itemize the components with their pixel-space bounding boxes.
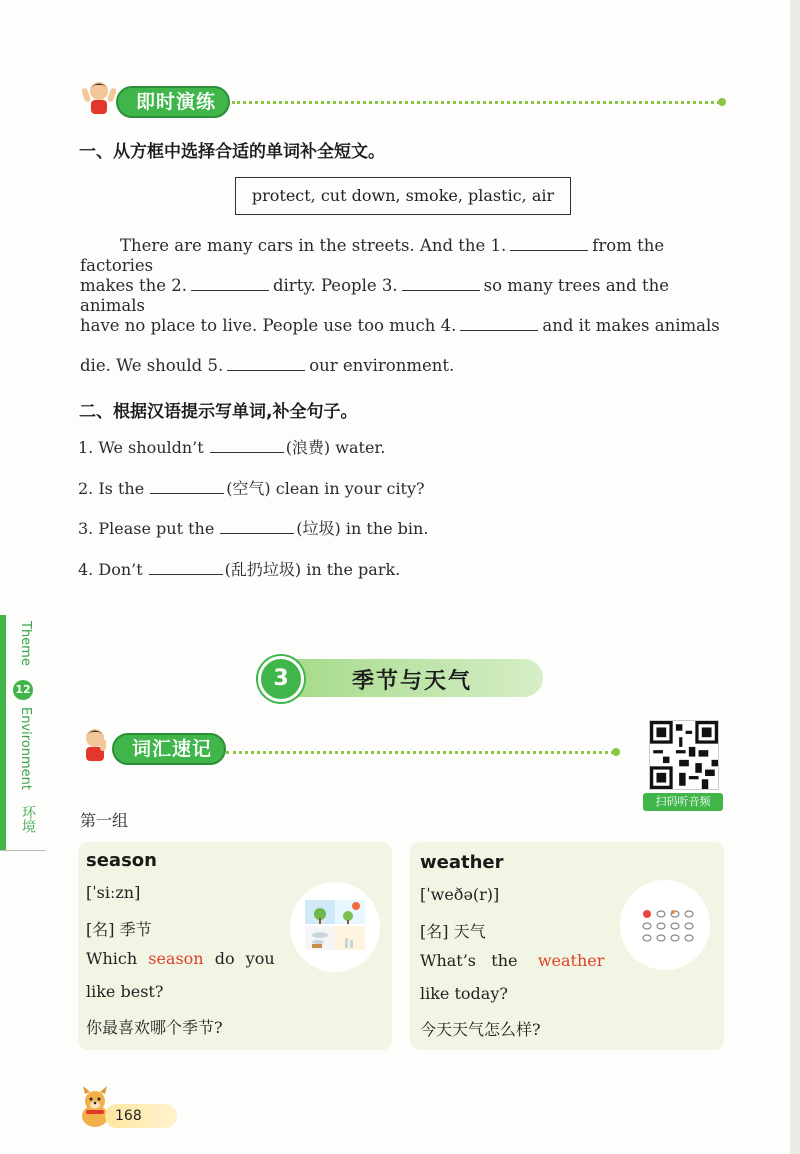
question-text: in the park.	[306, 560, 401, 579]
card-translation: 你最喜欢哪个季节?	[86, 1018, 223, 1037]
passage-line-1	[80, 236, 726, 276]
practice-divider-end	[718, 98, 726, 106]
side-topic-cn: 环境	[20, 805, 36, 833]
passage-text: our environment.	[309, 356, 455, 375]
card-word: season	[86, 850, 157, 871]
answer-blank[interactable]	[150, 479, 224, 494]
passage-text: die. We should 5.	[80, 356, 224, 375]
part2-heading: 二、根据汉语提示写单词,补全句子。	[79, 402, 358, 422]
section-title: 季节与天气	[352, 669, 473, 694]
example-highlight: season	[148, 949, 204, 968]
question-1	[78, 438, 385, 458]
side-tab-divider	[0, 850, 46, 851]
answer-blank[interactable]	[402, 276, 480, 291]
section-number: 3	[258, 656, 304, 702]
practice-divider	[232, 101, 720, 104]
weather-symbols-icon	[620, 880, 710, 970]
passage-text: makes the 2.	[80, 276, 187, 295]
question-2	[78, 479, 425, 499]
answer-blank[interactable]	[227, 356, 305, 371]
question-number: 1.	[78, 438, 94, 457]
question-text: in the bin.	[345, 519, 429, 538]
seasons-illustration-icon	[290, 882, 380, 972]
page-number: 168	[105, 1104, 177, 1128]
example-text: What’s the	[420, 951, 518, 970]
passage-text: There are many cars in the streets. And the 1.	[120, 236, 507, 255]
card-translation: 今天天气怎么样?	[420, 1020, 541, 1039]
card-phonetic: [ˈsiːzn]	[86, 883, 141, 902]
side-theme-label: Theme	[18, 621, 33, 666]
page-edge	[790, 0, 800, 1154]
passage-text: from the factories	[80, 236, 665, 275]
word-bank: protect, cut down, smoke, plastic, air	[235, 177, 571, 215]
side-tab-bar	[0, 615, 6, 851]
theme-side-tab	[0, 615, 46, 851]
card-example	[420, 951, 604, 970]
card-pos: [名] 季节	[86, 920, 152, 939]
passage-text: have no place to live. People use too much 4.	[80, 316, 457, 335]
weather-illustration	[620, 880, 710, 970]
answer-blank[interactable]	[191, 276, 269, 291]
chinese-hint: (空气)	[226, 479, 271, 498]
passage-line-2	[80, 276, 726, 316]
card-example-line2: like today?	[420, 984, 508, 1003]
question-text: Don’t	[98, 560, 143, 579]
chinese-hint: (乱扔垃圾)	[224, 560, 302, 579]
qr-label: 扫码听音频	[643, 793, 723, 811]
qr-code-icon[interactable]	[649, 720, 719, 790]
card-example-line2: like best?	[86, 982, 164, 1001]
vocab-card-season	[78, 842, 392, 1050]
vocab-divider	[226, 751, 614, 754]
vocab-title: 词汇速记	[112, 733, 226, 765]
answer-blank[interactable]	[510, 236, 588, 251]
answer-blank[interactable]	[149, 560, 223, 575]
passage-line-4	[80, 356, 726, 376]
part1-heading: 一、从方框中选择合适的单词补全短文。	[79, 142, 385, 162]
example-highlight: weather	[537, 951, 605, 970]
question-number: 3.	[78, 519, 94, 538]
qr-audio[interactable]	[643, 718, 723, 810]
chinese-hint: (浪费)	[285, 438, 331, 457]
practice-title: 即时演练	[116, 86, 230, 118]
chinese-hint: (垃圾)	[296, 519, 341, 538]
side-topic-label: Environment	[18, 707, 33, 791]
question-text: We shouldn’t	[98, 438, 204, 457]
card-word: weather	[420, 852, 504, 873]
question-number: 2.	[78, 479, 94, 498]
seasons-illustration	[290, 882, 380, 972]
boy-thinking-icon	[78, 725, 112, 765]
answer-blank[interactable]	[220, 519, 294, 534]
card-example	[86, 949, 275, 968]
card-pos: [名] 天气	[420, 922, 486, 941]
question-4	[78, 560, 400, 580]
question-text: water.	[335, 438, 386, 457]
answer-blank[interactable]	[210, 438, 284, 453]
passage-text: and it makes animals	[542, 316, 720, 335]
card-phonetic: [ˈweðə(r)]	[420, 885, 500, 904]
passage-text: dirty. People 3.	[272, 276, 398, 295]
question-3	[78, 519, 428, 539]
question-text: Is the	[98, 479, 145, 498]
side-theme-number: 12	[13, 680, 33, 700]
group-label: 第一组	[80, 811, 129, 830]
question-text: clean in your city?	[275, 479, 425, 498]
passage-text: so many trees and the animals	[80, 276, 669, 315]
vocab-card-weather	[410, 842, 724, 1050]
boy-mascot-icon	[82, 78, 116, 118]
example-text: do you	[214, 949, 275, 968]
question-number: 4.	[78, 560, 94, 579]
answer-blank[interactable]	[460, 316, 538, 331]
question-text: Please put the	[98, 519, 215, 538]
passage-line-3	[80, 316, 726, 336]
example-text: Which	[86, 949, 138, 968]
vocab-divider-end	[612, 748, 620, 756]
